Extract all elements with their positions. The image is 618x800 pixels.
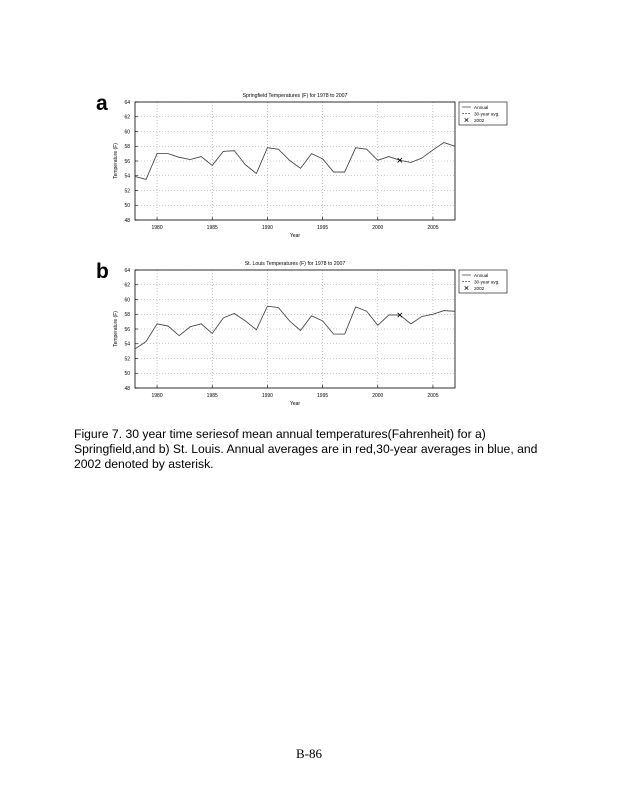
page-number: B-86 <box>296 746 322 761</box>
b-legend-label-2: 2002 <box>474 285 485 291</box>
a-legend-label-1: 30-year avg. <box>474 111 500 117</box>
b-xtick-label: 1990 <box>261 393 273 399</box>
b-xtick-label: 1980 <box>151 393 163 399</box>
st-louis-chart <box>100 256 520 408</box>
b-xtick-label: 1985 <box>206 393 218 399</box>
a-xtick-label: 2000 <box>372 225 384 231</box>
b-ytick-label: 54 <box>124 341 130 348</box>
b-xtick-label: 2000 <box>372 393 384 399</box>
a-ytick-label: 60 <box>124 129 130 136</box>
b-ytick-label: 50 <box>124 371 130 378</box>
b-ytick-label: 64 <box>124 267 130 274</box>
figure-caption: Figure 7. 30 year time seriesof mean annual temperatures(Fahrenheit) for a) Springfield,and b) St. Louis. Annual averages are in red,30-year averages in blue, and 2002 denoted by asterisk. <box>74 427 538 471</box>
springfield-chart <box>100 88 520 240</box>
b-series-line-annual <box>135 306 455 349</box>
b-y-axis-label: Temperature (F) <box>113 311 119 347</box>
a-xtick-label: 1985 <box>206 225 218 231</box>
chart-panel-a <box>96 88 520 240</box>
b-ytick-label: 56 <box>124 326 130 333</box>
b-ytick-label: 58 <box>124 312 130 319</box>
a-ytick-label: 48 <box>124 217 130 224</box>
a-xtick-label: 2005 <box>427 225 439 231</box>
b-chart-title: St. Louis Temperatures (F) for 1978 to 2007 <box>244 261 346 267</box>
a-chart-title: Springfield Temperatures (F) for 1978 to 2007 <box>242 93 348 99</box>
a-ytick-label: 58 <box>124 144 130 151</box>
a-xtick-label: 1980 <box>151 225 163 231</box>
a-ytick-label: 52 <box>124 188 130 195</box>
b-ytick-label: 62 <box>124 282 130 289</box>
a-ytick-label: 64 <box>124 99 130 106</box>
b-xtick-label: 2005 <box>427 393 439 399</box>
b-legend-label-0: Annual <box>474 272 489 278</box>
a-ytick-label: 54 <box>124 173 130 180</box>
panel-label-a: a <box>96 92 108 115</box>
panel-label-b: b <box>96 260 109 283</box>
a-legend-label-2: 2002 <box>474 117 485 123</box>
b-ytick-label: 60 <box>124 297 130 304</box>
chart-panel-b <box>96 256 520 408</box>
a-x-axis-label: Year <box>289 233 301 239</box>
a-ytick-label: 56 <box>124 158 130 165</box>
a-xtick-label: 1990 <box>261 225 273 231</box>
a-ytick-label: 62 <box>124 114 130 121</box>
a-legend-label-0: Annual <box>474 104 489 110</box>
b-legend-label-1: 30-year avg. <box>474 279 500 285</box>
b-ytick-label: 52 <box>124 356 130 363</box>
b-series-line-avg <box>135 306 455 349</box>
b-ytick-label: 48 <box>124 385 130 392</box>
a-ytick-label: 50 <box>124 203 130 210</box>
b-xtick-label: 1995 <box>317 393 329 399</box>
a-xtick-label: 1995 <box>317 225 329 231</box>
a-y-axis-label: Temperature (F) <box>113 143 119 179</box>
b-x-axis-label: Year <box>289 401 301 407</box>
